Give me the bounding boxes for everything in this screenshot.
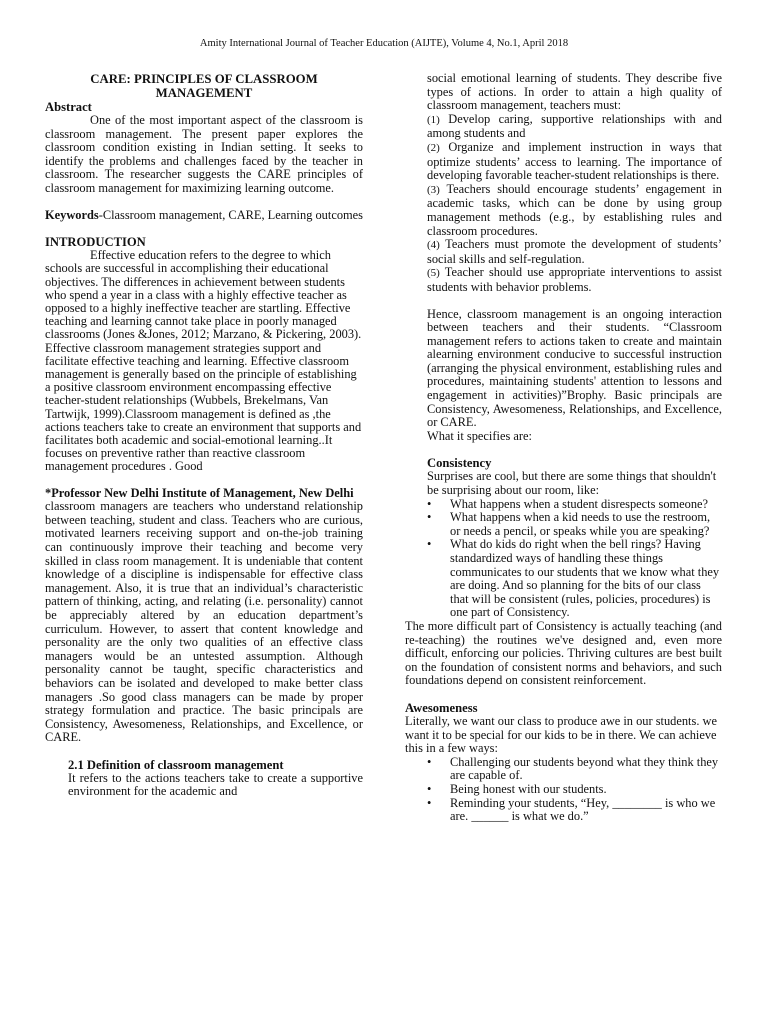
list-item-text: What do kids do right when the bell rings? Having standardized ways of handling these things communicates to our students that we know what they are doing. And so planning for the bits of our class that will be consistent (rules, policies, procedures) is one part of Consistency. xyxy=(450,537,720,620)
list-item xyxy=(427,511,722,538)
awesomeness-heading: Awesomeness xyxy=(405,700,478,715)
action-text: Teachers should encourage students’ engagement in academic tasks, which can be done by using group management methods (e.g., by establishing rules and classroom procedures. xyxy=(427,181,722,238)
list-item-text: What happens when a kid needs to use the restroom, or needs a pencil, or speaks while you are speaking? xyxy=(450,510,711,538)
action-item xyxy=(427,113,722,141)
keywords xyxy=(45,209,363,223)
action-number: (1) xyxy=(427,113,440,126)
bullet-icon: • xyxy=(427,496,432,511)
actions-list xyxy=(427,113,722,295)
action-number: (2) xyxy=(427,141,440,154)
list-item xyxy=(427,538,722,620)
awesomeness-list xyxy=(427,756,722,824)
list-item xyxy=(427,797,722,824)
hence-text: Hence, classroom management is an ongoing interaction between teachers and their students. “Classroom management refers to actions taken to create and maintain alearning environment conducive to successful instruction (arranging the physical environment, establishing rules and procedures, maintaining students' attention to lessons and engagement in activities)”Brophy. Basic principals are Consistency, Awesomeness, Relationships, and Excellence, or CARE. xyxy=(427,306,722,430)
action-number: (3) xyxy=(427,183,440,196)
action-number: (4) xyxy=(427,239,440,252)
action-text: Teachers must promote the development of students’ social skills and self-regulation. xyxy=(427,237,722,266)
action-text: Teacher should use appropriate interventions to assist students with behavior problems. xyxy=(427,265,722,294)
action-item xyxy=(427,238,722,266)
consistency-intro: Surprises are cool, but there are some things that shouldn't be surprising about our room, like: xyxy=(427,469,717,498)
specifies-text: What it specifies are: xyxy=(427,428,532,443)
abstract-heading: Abstract xyxy=(45,100,92,114)
bullet-icon: • xyxy=(427,537,432,552)
right-intro-text: social emotional learning of students. They describe five types of actions. In order to attain a high quality of classroom management, teachers must: xyxy=(427,71,722,113)
action-item xyxy=(427,141,722,183)
keywords-text: -Classroom management, CARE, Learning outcomes xyxy=(98,207,363,222)
consistency-heading: Consistency xyxy=(427,456,492,471)
bullet-icon: • xyxy=(427,510,432,525)
intro-text: Effective education refers to the degree to which schools are successful in accomplishing their educational objectives. The differences in achievement between students who spend a year in a class with a highly effective teacher as opposed to a highly ineffective teacher are startling. Effective teaching and learning cannot take place in poorly managed classrooms (Jones &Jones, 2012; Marzano, & Pickering, 2003). Effective classroom management strategies support and facilitate effective teaching and learning. Effective classroom management is generally based on the principle of establishing a positive classroom environment encompassing effective teacher-student relationships (Wubbels, Brekelmans, Van Tartwijk, 1999).Classroom management is defined as ,the actions teachers take to create an environment that supports and facilitates both academic and social-emotional learning..It focuses on preventive rather than reactive classroom management procedures . Good xyxy=(45,248,362,474)
bullet-icon: • xyxy=(427,795,432,810)
bullet-icon: • xyxy=(427,781,432,796)
left-column xyxy=(45,72,363,799)
awesomeness-intro: Literally, we want our class to produce awe in our students. we want it to be special for our kids to be in there. We can achieve this in a few ways: xyxy=(405,713,717,756)
right-column xyxy=(405,71,722,824)
list-item-text: Challenging our students beyond what they think they are capable of. xyxy=(450,754,719,783)
consistency-list xyxy=(427,498,722,620)
intro-heading: INTRODUCTION xyxy=(45,235,146,250)
keywords-label: Keywords xyxy=(45,207,99,222)
abstract-text: One of the most important aspect of the classroom is classroom management. The present paper explores the classroom condition existing in Indian setting. It seeks to identify the problems and challenges faced by the teacher in classroom. The researcher suggests the CARE principles of classroom management for maximizing learning outcome. xyxy=(45,113,363,195)
list-item xyxy=(427,756,722,783)
definition-heading: 2.1 Definition of classroom management xyxy=(68,757,284,772)
bullet-icon: • xyxy=(427,754,432,769)
list-item xyxy=(427,783,722,797)
action-item xyxy=(427,266,722,294)
list-item-text: What happens when a student disrespects someone? xyxy=(450,496,709,511)
consistency-text: The more difficult part of Consistency is actually teaching (and re-teaching) the routines we've designed and, even more difficult, enforcing our policies. Thriving cultures are best built on the foundation of consistent norms and behaviors, and such foundations depend on consistent reinforcement. xyxy=(405,618,722,688)
action-item xyxy=(427,183,722,238)
list-item-text: Being honest with our students. xyxy=(450,781,607,796)
definition-text: It refers to the actions teachers take to create a supportive environment for the academic and xyxy=(68,770,363,799)
list-item xyxy=(427,498,722,512)
action-text: Develop caring, supportive relationships with and among students and xyxy=(427,111,722,141)
action-text: Organize and implement instruction in ways that optimize students’ access to learning. The importance of developing favorable teacher-student relationships is there. xyxy=(427,139,722,183)
paper-title: CARE: PRINCIPLES OF CLASSROOM MANAGEMENT xyxy=(90,72,318,100)
body-left-text: classroom managers are teachers who understand relationship between teaching, student and class. Teachers who are curious, motivated learners receiving support and on-the-job training can continuously improve their teaching and become very skilled in class room management. It is undeniable that content knowledge of a discipline is indispensable for effective class management. Also, it is true that an individual’s characteristic pattern of thinking, acting, and relating (i.e. personality) cannot be appreciably altered by an education department’s curriculum. However, to assert that content knowledge and personality are the only two qualities of an effective class managers would be an untested assumption. Although personality cannot be taught, specific characteristics and behaviors can be isolated and developed to make better class managers .So good class managers can be made by proper strategy formulation and practice. The basic principals are Consistency, Awesomeness, Relationships, and Excellence, or CARE. xyxy=(45,499,363,745)
action-number: (5) xyxy=(427,267,440,280)
running-header: Amity International Journal of Teacher Education (AIJTE), Volume 4, No.1, April 2018 xyxy=(199,38,569,49)
affiliation: *Professor New Delhi Institute of Management, New Delhi xyxy=(45,485,354,500)
list-item-text: Reminding your students, “Hey, ________ is who we are. ______ is what we do.” xyxy=(450,795,716,824)
